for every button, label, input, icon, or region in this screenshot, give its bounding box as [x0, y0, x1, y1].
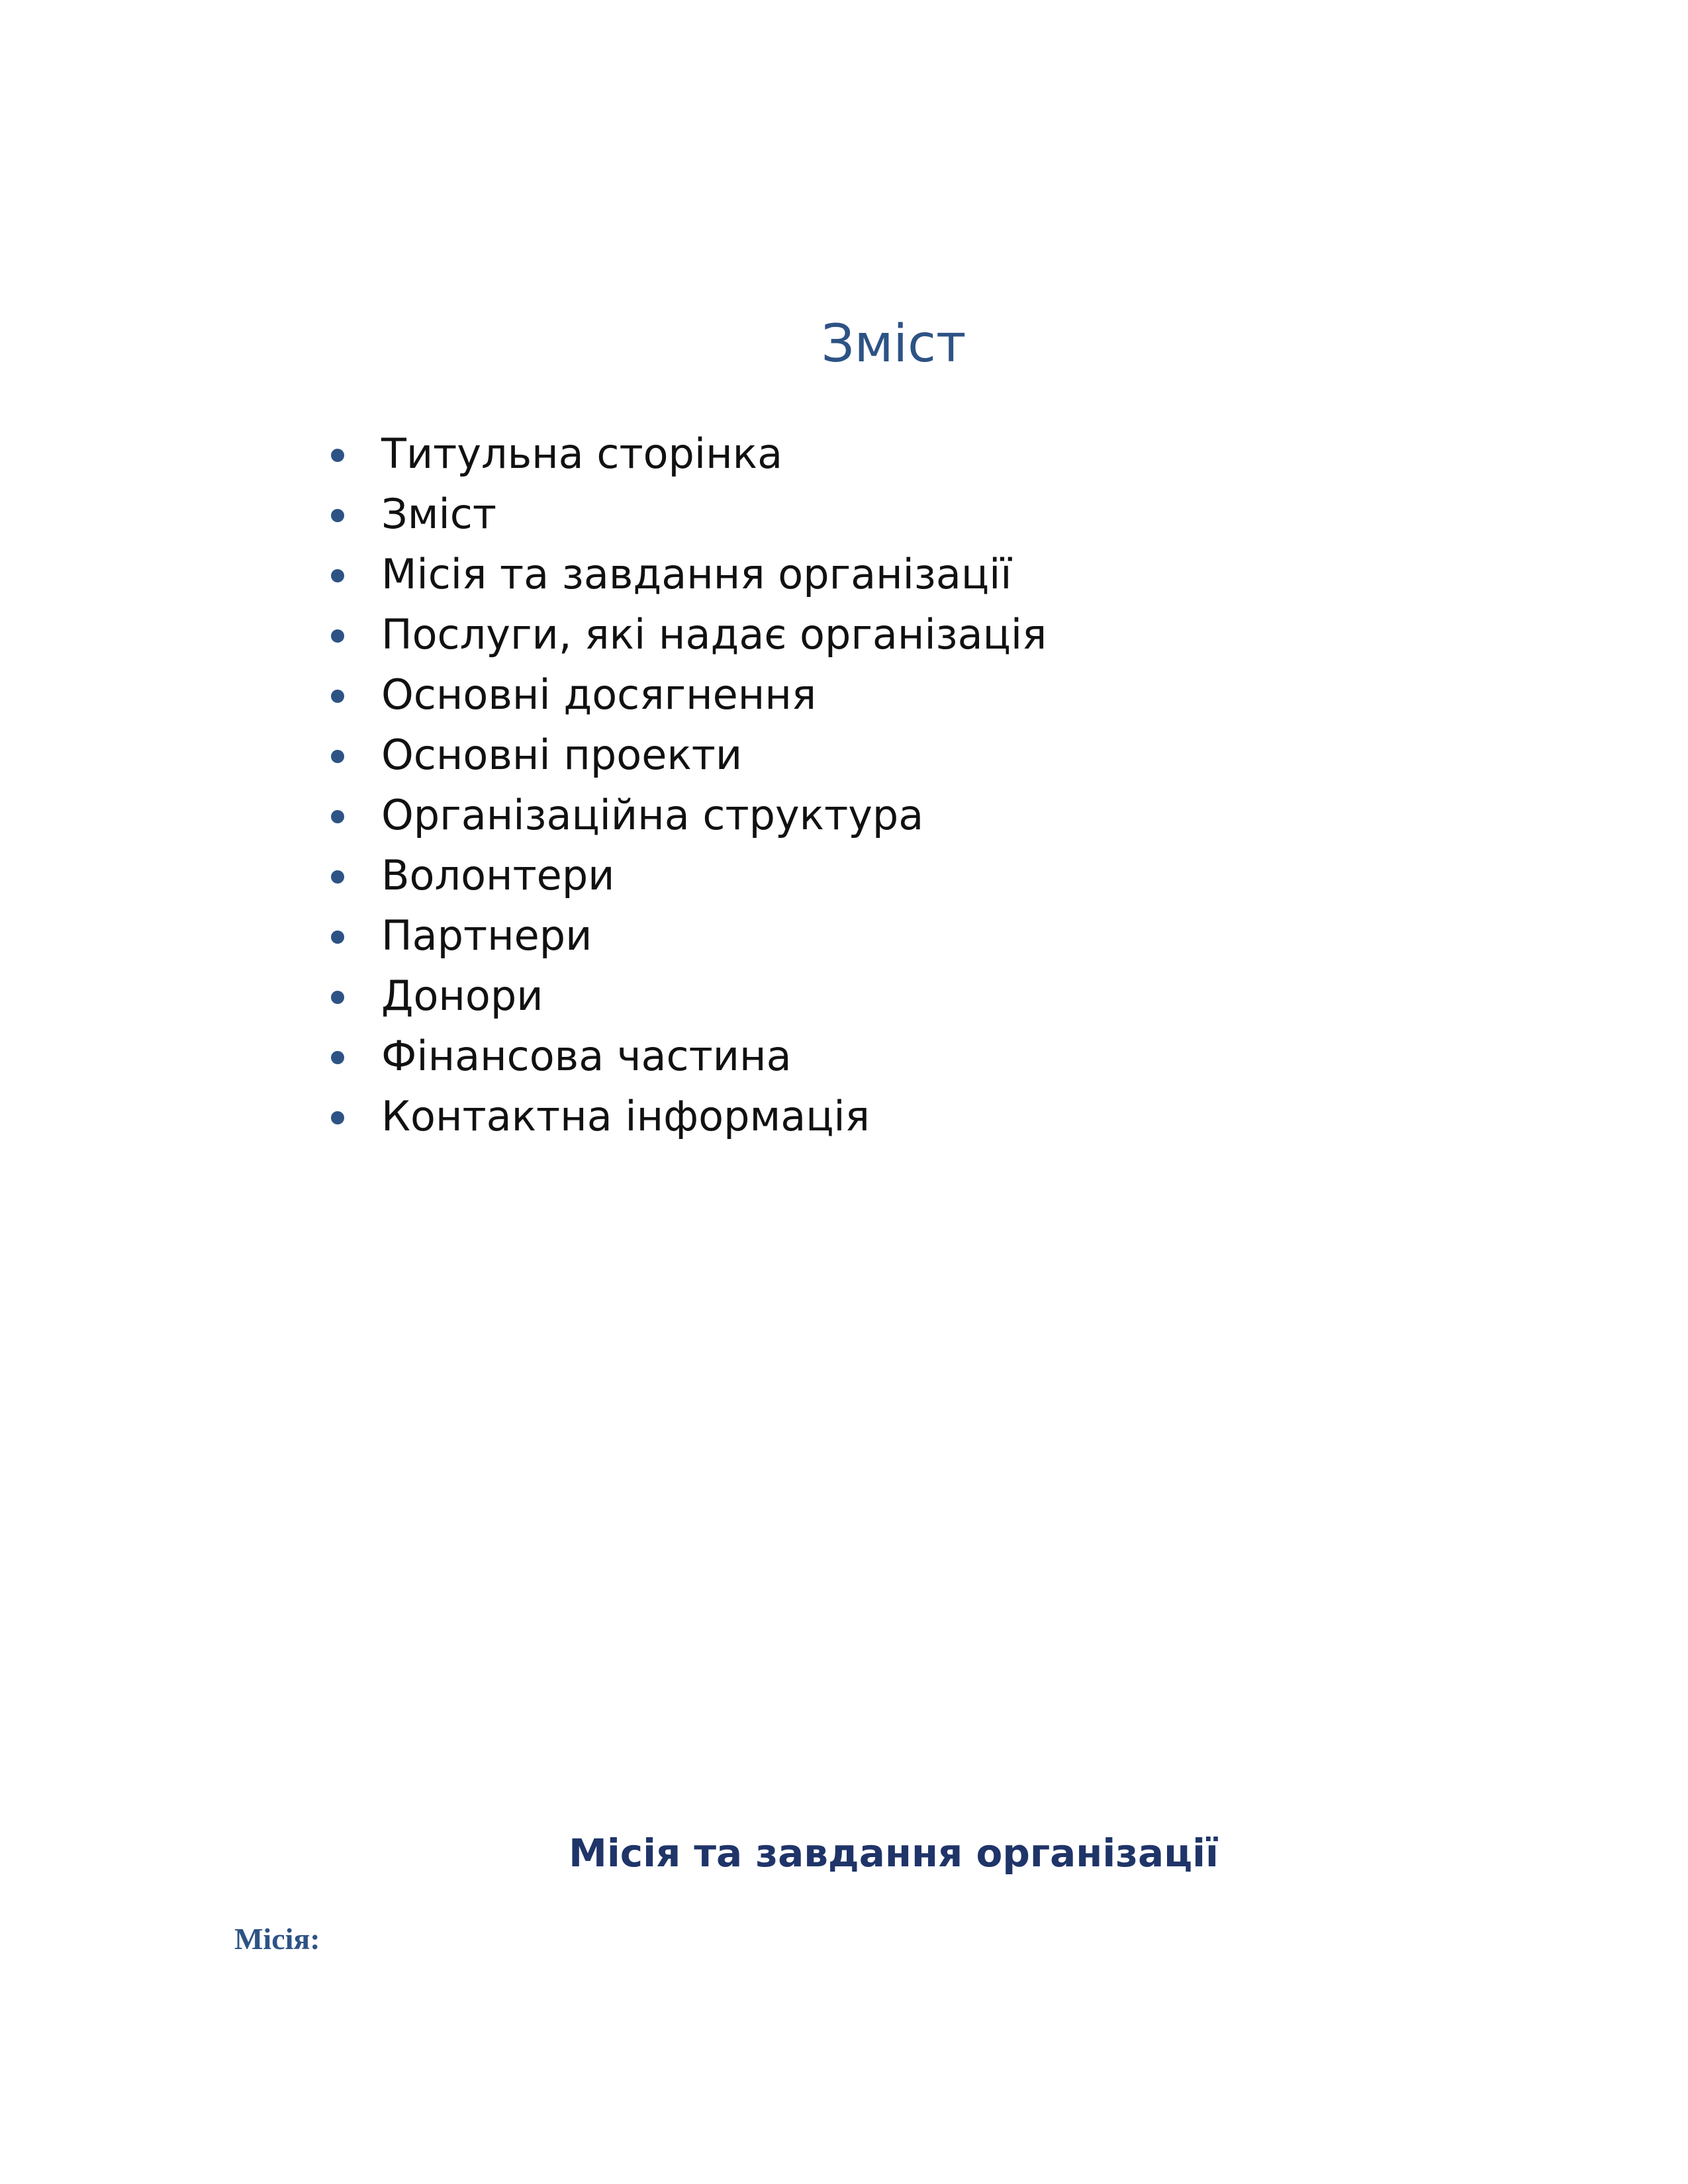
toc-item-label: Партнери — [381, 911, 592, 960]
toc-item-label: Контактна інформація — [381, 1092, 870, 1140]
bullet-icon — [331, 449, 344, 462]
bullet-icon — [331, 870, 344, 884]
bullet-icon — [331, 569, 344, 582]
toc-item — [331, 785, 1047, 845]
toc-list — [331, 424, 1047, 1146]
toc-item-label: Донори — [381, 972, 543, 1020]
bullet-icon — [331, 629, 344, 643]
bullet-icon — [331, 690, 344, 703]
toc-item-label: Основні проекти — [381, 731, 743, 779]
toc-item — [331, 845, 1047, 905]
toc-item — [331, 905, 1047, 966]
toc-item — [331, 664, 1047, 725]
toc-title: Зміст — [821, 314, 966, 374]
bullet-icon — [331, 1051, 344, 1064]
toc-item — [331, 544, 1047, 604]
toc-item — [331, 966, 1047, 1026]
toc-item — [331, 725, 1047, 785]
toc-item-label: Титульна сторінка — [381, 430, 783, 478]
mission-section-heading: Місія та завдання організації — [569, 1831, 1219, 1876]
toc-item-label: Зміст — [381, 490, 496, 538]
bullet-icon — [331, 931, 344, 944]
toc-item — [331, 1026, 1047, 1086]
bullet-icon — [331, 991, 344, 1004]
toc-item — [331, 484, 1047, 544]
bullet-icon — [331, 750, 344, 763]
toc-item-label: Фінансова частина — [381, 1032, 792, 1080]
toc-item-label: Місія та завдання організації — [381, 550, 1012, 598]
toc-item — [331, 424, 1047, 484]
bullet-icon — [331, 1111, 344, 1124]
toc-item — [331, 604, 1047, 664]
toc-item-label: Організаційна структура — [381, 791, 924, 839]
toc-item-label: Основні досягнення — [381, 670, 817, 719]
mission-label: Місія: — [234, 1922, 320, 1956]
bullet-icon — [331, 810, 344, 823]
toc-item-label: Послуги, які надає організація — [381, 610, 1047, 659]
toc-item — [331, 1086, 1047, 1146]
bullet-icon — [331, 509, 344, 522]
toc-item-label: Волонтери — [381, 851, 615, 899]
